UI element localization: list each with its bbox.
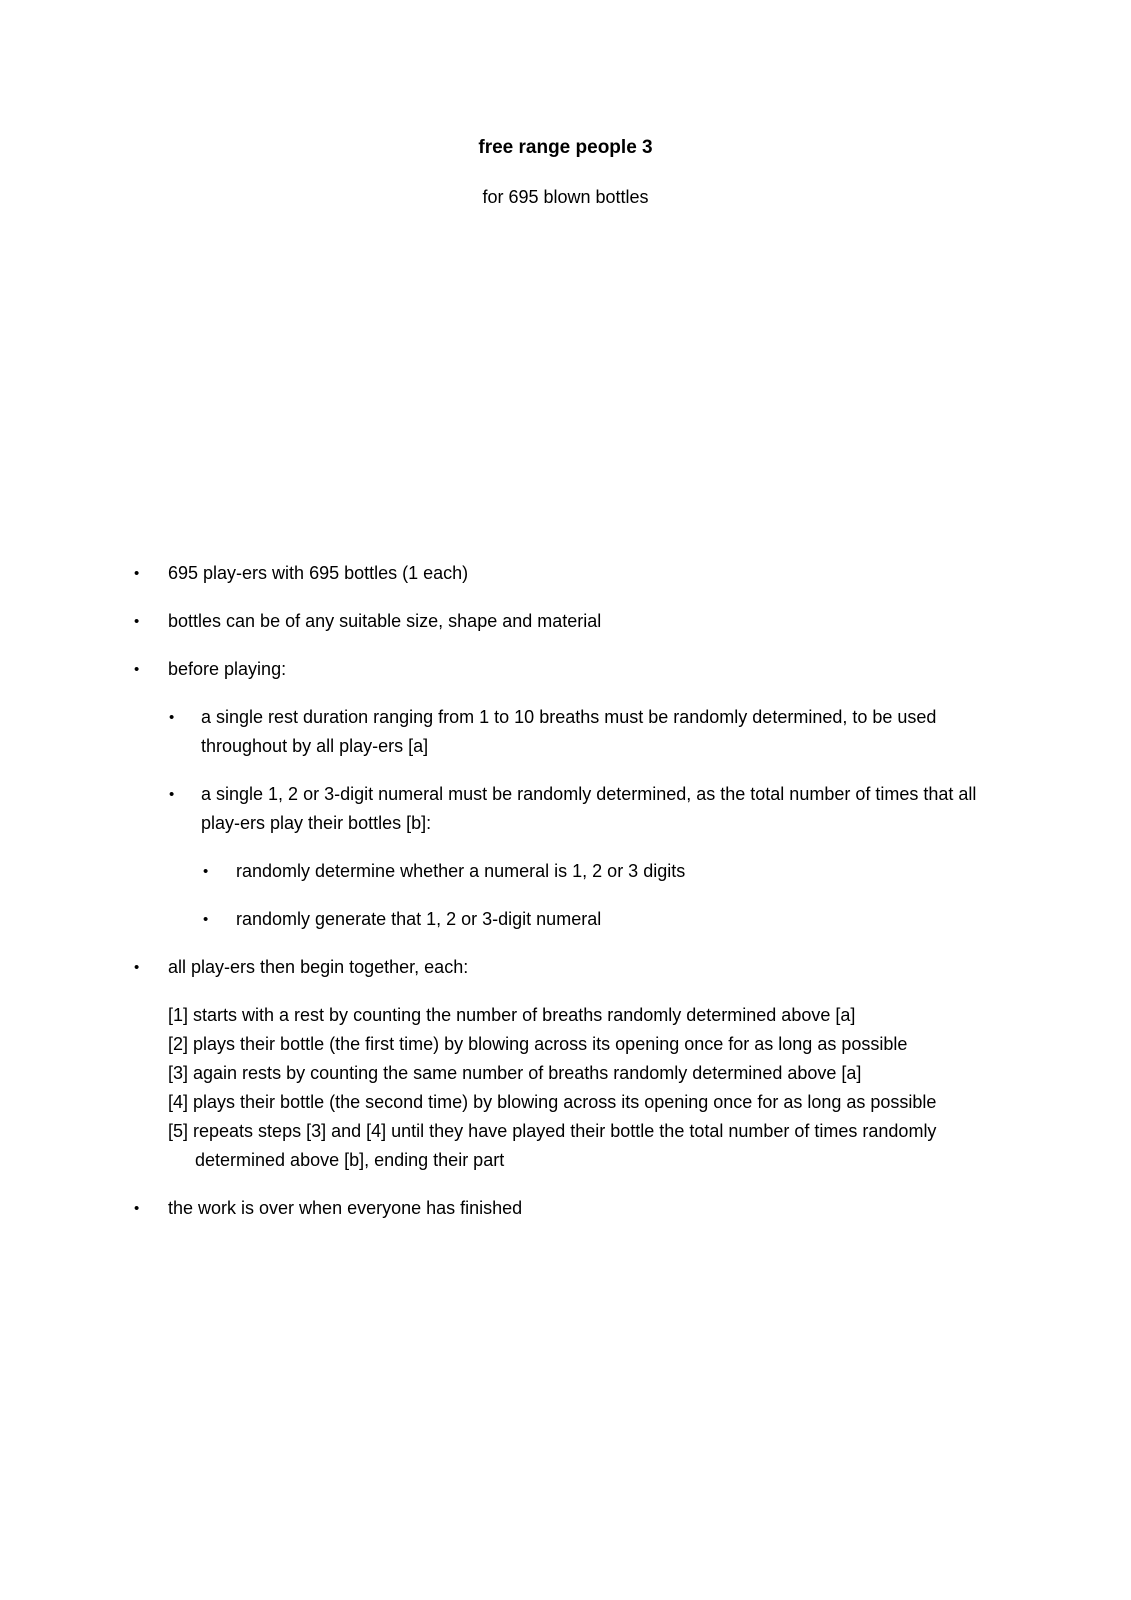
list-item: [0, 703, 1011, 761]
bullet-icon: •: [134, 661, 140, 678]
list-item-text: before playing:: [168, 659, 287, 679]
list-item: [0, 905, 1011, 934]
bullet-icon: •: [169, 786, 175, 803]
list-item-text: a single 1, 2 or 3-digit numeral must be randomly determined, as the total number of times that all play-ers play their bottles [b]:: [201, 784, 977, 833]
bullet-icon: •: [134, 565, 140, 582]
bullet-icon: •: [134, 1200, 140, 1217]
list-item-text: randomly determine whether a numeral is 1, 2 or 3 digits: [236, 861, 686, 881]
list-item-text: 695 play-ers with 695 bottles (1 each): [168, 563, 469, 583]
list-item-text: a single rest duration ranging from 1 to 10 breaths must be randomly determined, to be used throughout by all play-ers [a]: [201, 707, 937, 756]
bullet-icon: •: [169, 709, 175, 726]
instructions-list: [0, 559, 1131, 1223]
page-title: free range people 3: [478, 137, 653, 158]
list-item-text: bottles can be of any suitable size, shape and material: [168, 611, 602, 631]
step-line: [1] starts with a rest by counting the number of breaths randomly determined above [a]: [168, 1005, 856, 1025]
list-item: [0, 1194, 1011, 1223]
numbered-steps-block: [0, 1001, 1011, 1175]
bullet-icon: •: [134, 959, 140, 976]
step-line: [4] plays their bottle (the second time) by blowing across its opening once for as long as possible: [168, 1092, 937, 1112]
list-item: [0, 953, 1011, 982]
list-item: [0, 559, 1011, 588]
step-line: [2] plays their bottle (the first time) by blowing across its opening once for as long as possible: [168, 1034, 908, 1054]
bullet-icon: •: [203, 863, 209, 880]
list-item: [0, 655, 1011, 684]
list-item: [0, 857, 1011, 886]
step-line: [5] repeats steps [3] and [4] until they have played their bottle the total number of times randomly determined above [b], ending their part: [168, 1121, 937, 1170]
step-line: [3] again rests by counting the same number of breaths randomly determined above [a]: [168, 1063, 862, 1083]
bullet-icon: •: [134, 613, 140, 630]
list-item: [0, 607, 1011, 636]
list-item-text: randomly generate that 1, 2 or 3-digit numeral: [236, 909, 602, 929]
page-subtitle: for 695 blown bottles: [482, 187, 649, 207]
list-item: [0, 780, 1011, 838]
list-item-text: all play-ers then begin together, each:: [168, 957, 469, 977]
bullet-icon: •: [203, 911, 209, 928]
list-item-text: the work is over when everyone has finished: [168, 1198, 523, 1218]
